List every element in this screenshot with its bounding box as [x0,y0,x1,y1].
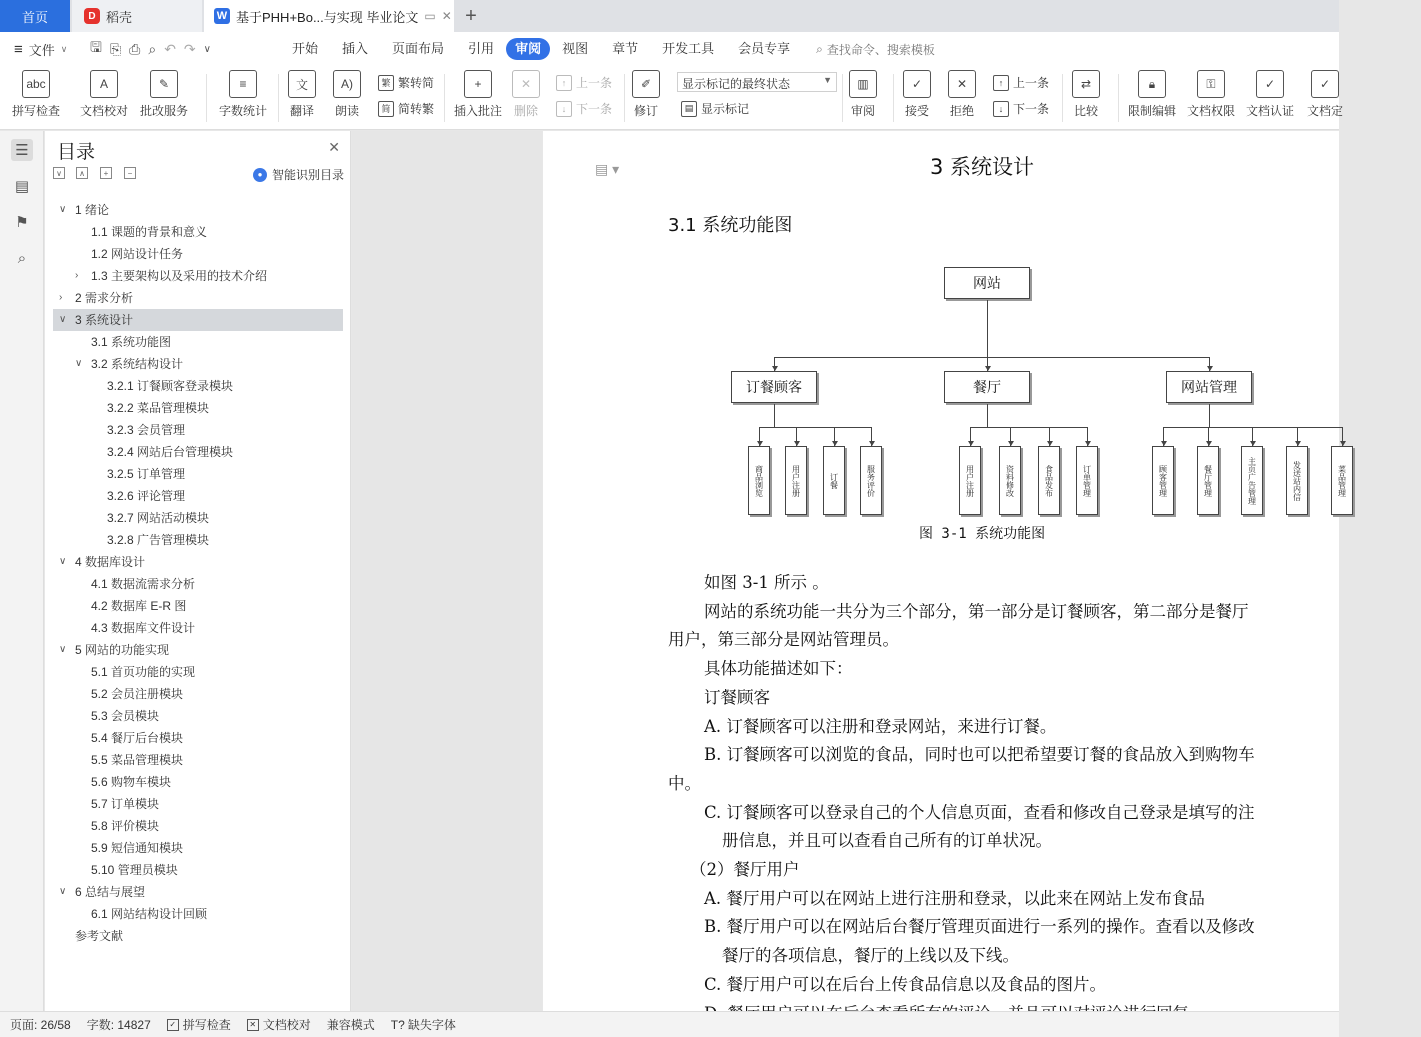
menu-page-layout[interactable]: 页面布局 [392,41,445,56]
ribbon-divider [1118,74,1119,122]
accept-icon: ✓ [903,70,931,98]
command-search[interactable] [816,41,935,58]
connector-line [774,357,1209,358]
toc-panel [45,131,351,1011]
next-change-label: 下一条 [1013,102,1050,116]
page-indicator[interactable]: 页面: 26/58 [10,1018,71,1032]
toc-item[interactable] [53,903,343,925]
read-aloud-label: 朗读 [334,104,359,118]
toc-item[interactable] [53,815,343,837]
toc-item-label: 5.3 会员模块 [91,709,160,723]
wps-writer-icon: W [214,8,230,24]
translate-button[interactable] [288,70,316,119]
diagram-leaf-node [860,446,882,515]
batch-service-label: 批改服务 [140,104,189,118]
chevron-down-icon[interactable]: ∨ [75,358,83,369]
chevron-down-icon[interactable]: ∨ [59,556,67,567]
toc-item[interactable] [53,243,343,265]
bookmark-icon[interactable]: ⚑ [15,214,29,231]
compare-label: 比较 [1073,104,1098,118]
toc-item[interactable] [53,617,343,639]
word-count-button[interactable] [219,70,267,119]
checkbox-icon: ✓ [167,1019,179,1031]
font-warning-icon: T? [390,1017,405,1032]
save-icon[interactable]: 🖫 [90,39,102,55]
toc-item-label: 5.8 评价模块 [91,819,160,833]
status-spell-check[interactable] [167,1016,231,1033]
new-tab-button[interactable]: + [465,4,477,27]
chevron-down-icon[interactable]: ∨ [59,314,67,325]
diagram-leaf-label: 商品浏览 [754,464,764,497]
doc-certify-label: 文档认证 [1246,104,1295,118]
diagram-leaf-label: 餐厅管理 [1203,464,1213,497]
toc-item-label: 6 总结与展望 [75,885,146,899]
prev-comment-icon: ↑ [556,75,572,91]
insert-comment-label: 插入批注 [454,104,503,118]
certify-icon: ✓ [1256,70,1284,98]
toc-item[interactable] [53,925,343,947]
accept-label: 接受 [904,104,929,118]
insert-comment-button[interactable] [454,70,502,119]
tab-daoke-label: 稻壳 [106,9,133,25]
document-page[interactable] [543,131,1347,1011]
menu-chapter[interactable]: 章节 [612,41,639,56]
doc-proof-button[interactable] [80,70,128,119]
search-icon[interactable]: ⌕ [17,249,27,267]
toc-item[interactable] [53,881,343,903]
restrict-edit-button[interactable] [1128,70,1176,119]
read-aloud-button[interactable] [333,70,361,119]
chevron-down-icon: ▼ [823,75,832,85]
diagram-leaf-label: 菜品管理 [1337,464,1347,497]
chevron-down-icon[interactable]: ∨ [59,644,67,655]
menu-review[interactable]: 审阅 [506,38,550,60]
proof-icon: ✕ [247,1019,259,1031]
toc-item-label: 4.1 数据流需求分析 [91,577,196,591]
tab-daoke[interactable] [72,0,202,32]
trad-to-simp-icon: 繁 [378,75,394,91]
compat-mode[interactable]: 兼容模式 [326,1018,375,1032]
toc-item-label: 1 绪论 [75,203,110,217]
menu-insert[interactable]: 插入 [342,41,369,56]
missing-font[interactable] [391,1016,456,1033]
toc-item-label: 5.1 首页功能的实现 [91,665,196,679]
remove-heading-icon[interactable]: − [124,167,136,179]
toc-item-label: 5.10 管理员模块 [91,863,178,877]
toc-item-label: 4 数据库设计 [75,555,146,569]
next-comment-label: 下一条 [576,102,613,116]
doc-permission-button[interactable] [1187,70,1235,119]
spell-check-button[interactable] [12,70,60,119]
toc-item-label: 6.1 网站结构设计回顾 [91,907,208,921]
show-markup-icon: ▤ [681,101,697,117]
diagram-leaf-label: 订单管理 [1082,464,1092,497]
track-changes-button[interactable] [632,70,660,119]
hamburger-icon: ≡ [14,40,23,58]
review-pane-label: 审阅 [850,104,875,118]
toc-item[interactable] [53,397,343,419]
toc-item-label: 1.2 网站设计任务 [91,247,184,261]
ribbon-divider [624,74,625,122]
next-comment-button[interactable] [556,100,612,117]
chevron-down-icon[interactable]: ∨ [59,886,67,897]
diagram-leaf-node [959,446,981,515]
diagram-leaf-node [1038,446,1060,515]
undo-icon[interactable]: ↶ [164,40,176,57]
menu-developer[interactable]: 开发工具 [662,41,715,56]
toc-item[interactable] [53,595,343,617]
next-comment-icon: ↓ [556,101,572,117]
diagram-leaf-label: 主页广告管理 [1247,456,1257,505]
toc-item-label: 3.2.8 广告管理模块 [107,533,210,547]
toc-item[interactable] [53,375,343,397]
print-icon[interactable]: ⎙ [129,40,141,57]
doc-finalize-button[interactable] [1307,70,1343,119]
reject-button[interactable] [948,70,976,119]
translate-label: 翻译 [289,104,314,118]
diagram-leaf-label: 顾客管理 [1158,464,1168,497]
close-icon[interactable]: ✕ [328,139,340,155]
paragraph: 用户，第三部分是网站管理员。 [668,630,899,650]
smart-toc-button[interactable] [253,166,344,183]
toc-item[interactable] [53,837,343,859]
simp-to-trad-button[interactable] [378,100,434,117]
toc-item[interactable] [53,221,343,243]
diagram-leaf-label: 订餐 [829,472,839,489]
simp-to-trad-icon: 简 [378,101,394,117]
customize-icon[interactable]: ∨ [203,43,211,55]
diagram-leaf-label: 用户注册 [965,464,975,497]
next-change-icon: ↓ [993,101,1009,117]
toc-item-label: 4.3 数据库文件设计 [91,621,196,635]
toc-item[interactable] [53,793,343,815]
diagram-leaf-node [823,446,845,515]
doc-proof-icon: A [90,70,118,98]
page-gutter [352,131,542,1011]
toc-item-label: 3.2.5 订单管理 [107,467,186,481]
figure-caption: 图 3-1 系统功能图 [919,526,1046,542]
toc-item[interactable] [53,419,343,441]
menu-member[interactable]: 会员专享 [738,41,791,56]
tab-bar [0,0,1339,32]
daoke-logo-icon: D [84,8,100,24]
chapter-title: 3 系统设计 [929,155,1035,179]
toc-title: 目录 [57,142,96,163]
connector-line [970,427,1088,428]
prev-comment-label: 上一条 [576,76,613,90]
markup-state-value: 显示标记的最终状态 [682,77,791,91]
translate-icon: 文 [288,70,316,98]
diagram-leaf-node [999,446,1021,515]
diagram-leaf-label: 食品发布 [1044,464,1054,497]
show-markup-button[interactable] [681,100,749,117]
finalize-icon: ✓ [1311,70,1339,98]
spell-check-label: 拼写检查 [12,104,61,118]
toc-item[interactable] [53,309,343,331]
toc-item[interactable] [53,705,343,727]
doc-permission-label: 文档权限 [1187,104,1236,118]
word-count-icon: ≡ [229,70,257,98]
ai-icon: ● [253,168,267,182]
status-spell-label: 拼写检查 [182,1018,231,1032]
nav-rail [0,131,44,1011]
paragraph: 网站的系统功能一共分为三个部分，第一部分是订餐顾客，第二部分是餐厅 [704,601,1249,621]
toc-item-label: 4.2 数据库 E-R 图 [91,599,187,613]
next-change-button[interactable] [993,100,1049,117]
read-aloud-icon: A) [333,70,361,98]
connector-line [1163,427,1343,428]
connector-line [1209,404,1210,427]
export-pdf-icon[interactable]: ⎘ [109,40,122,57]
toc-item-label: 3.2.6 评论管理 [107,489,186,503]
spell-check-icon: abc [22,70,50,98]
tab-home[interactable] [0,0,70,32]
expand-all-icon[interactable]: ∨ [53,167,65,179]
toc-item-label: 5.7 订单模块 [91,797,160,811]
menu-view[interactable]: 视图 [562,41,589,56]
permission-icon: ⚿ [1197,70,1225,98]
tab-document[interactable] [204,0,454,32]
restrict-edit-label: 限制编辑 [1128,104,1177,118]
accept-button[interactable] [903,70,931,119]
toc-item-label: 3.2 系统结构设计 [91,357,184,371]
toc-item-label: 3.2.7 网站活动模块 [107,511,210,525]
paragraph: 册信息，并且可以查看自己所有的订单状况。 [722,831,1052,851]
command-search-label: 查找命令、搜索模板 [826,42,935,57]
delete-comment-label: 删除 [513,104,538,118]
ribbon-divider [444,74,445,122]
diagram-leaf-node [748,446,770,515]
review-pane-icon: ▥ [849,70,877,98]
diagram-leaf-node [1152,446,1174,515]
toc-item-label: 3.2.1 订餐顾客登录模块 [107,379,234,393]
connector-line [759,427,872,428]
toc-item[interactable] [53,639,343,661]
connector-line [987,404,988,427]
lock-icon: 🔒︎ [1138,70,1166,98]
diagram-group-node: 网站管理 [1166,371,1252,403]
diagram-leaf-label: 服务评价 [866,464,876,497]
toc-list [53,199,343,947]
toc-panel-icon[interactable]: ☰ [11,139,33,161]
trad-to-simp-button[interactable] [378,74,434,91]
word-count-indicator[interactable]: 字数: 14827 [86,1018,151,1032]
diagram-leaf-node [1076,446,1098,515]
toc-item-label: 5.2 会员注册模块 [91,687,184,701]
doc-proof-label: 文档校对 [80,104,129,118]
prev-change-label: 上一条 [1013,76,1050,90]
batch-service-button[interactable] [140,70,188,119]
review-pane-button[interactable] [849,70,877,119]
toc-item[interactable] [53,749,343,771]
reject-icon: ✕ [948,70,976,98]
status-proof-label: 文档校对 [262,1018,311,1032]
diagram-leaf-label: 用户注册 [791,464,801,497]
toc-item-label: 3.2.4 网站后台管理模块 [107,445,234,459]
track-changes-icon: ✐ [632,70,660,98]
review-ribbon [0,66,1344,130]
section-title: 3.1 系统功能图 [668,215,793,236]
menu-bar [0,32,1339,66]
toc-item-label: 3 系统设计 [75,313,134,327]
toc-item[interactable] [53,331,343,353]
diagram-leaf-node [1241,446,1263,515]
delete-comment-button[interactable] [512,70,540,119]
paragraph: 餐厅的各项信息，餐厅的上线以及下线。 [722,946,1019,966]
markup-state-select[interactable] [677,72,837,92]
diagram-leaf-node [1197,446,1219,515]
prev-change-button[interactable] [993,74,1049,91]
reject-label: 拒绝 [949,104,974,118]
connector-line [987,300,988,357]
toc-item[interactable] [53,551,343,573]
delete-comment-icon: ✕ [512,70,540,98]
ribbon-divider [893,74,894,122]
ribbon-divider [1062,74,1063,122]
toc-item[interactable] [53,573,343,595]
toc-item-label: 2 需求分析 [75,291,134,305]
toc-item[interactable] [53,661,343,683]
redo-icon[interactable]: ↷ [183,40,196,57]
simp-to-trad-label: 简转繁 [398,102,435,116]
diagram-leaf-node [1286,446,1308,515]
toc-item-label: 1.1 课题的背景和意义 [91,225,208,239]
compare-icon: ⇄ [1072,70,1100,98]
smart-toc-label: 智能识别目录 [271,168,344,182]
diagram-group-node: 订餐顾客 [731,371,817,403]
toc-item[interactable] [53,353,343,375]
paragraph: 具体功能描述如下： [704,659,853,679]
diagram-root-node: 网站 [944,267,1030,299]
compare-button[interactable] [1072,70,1100,119]
ribbon-divider [842,74,843,122]
paragraph: A. 餐厅用户可以在网站上进行注册和登录，以此来在网站上发布食品 [704,888,1205,908]
connector-line [774,404,775,427]
prev-change-icon: ↑ [993,75,1009,91]
status-bar [0,1011,1339,1037]
track-changes-label: 修订 [633,104,658,118]
tab-restore-icon[interactable]: ▭ [424,9,436,23]
toc-item[interactable] [53,485,343,507]
toc-item[interactable] [53,529,343,551]
paragraph: B. 订餐顾客可以浏览的食品，同时也可以把希望要订餐的食品放入到购物车 [704,745,1255,765]
toc-item[interactable] [53,441,343,463]
toc-item[interactable] [53,199,343,221]
toc-item[interactable] [53,683,343,705]
doc-certify-button[interactable] [1246,70,1294,119]
chevron-right-icon[interactable]: › [75,270,79,281]
diagram-leaf-label: 发送站内信 [1292,460,1302,501]
toc-item[interactable] [53,265,343,287]
paragraph: C. 餐厅用户可以在后台上传食品信息以及食品的图片。 [704,974,1107,994]
chevron-right-icon[interactable]: › [59,292,63,303]
paragraph: 中。 [668,773,701,793]
toc-item-label: 5.5 菜品管理模块 [91,753,184,767]
ribbon-divider [278,74,279,122]
toc-item-label: 5.6 购物车模块 [91,775,172,789]
toc-item-label: 3.2.3 会员管理 [107,423,186,437]
trad-to-simp-label: 繁转简 [398,76,435,90]
paragraph: （2）餐厅用户 [690,860,800,879]
page-options-icon[interactable]: ▤ ▾ [595,161,620,177]
diagram-leaf-node [785,446,807,515]
search-icon: ⌕ [816,41,823,56]
word-count-label: 字数统计 [219,104,268,118]
toc-item-label: 1.3 主要架构以及采用的技术介绍 [91,269,268,283]
paragraph: 如图 3-1 所示 。 [704,573,829,592]
ribbon-divider [206,74,207,122]
file-menu-label: 文件 [28,42,55,58]
diagram-group-node: 餐厅 [944,371,1030,403]
tab-home-label: 首页 [21,9,48,25]
doc-finalize-label: 文档定 [1307,104,1344,118]
collapse-all-icon[interactable]: ∧ [76,167,88,179]
paragraph: 订餐顾客 [704,687,770,707]
menu-reference[interactable]: 引用 [468,41,495,56]
batch-service-icon: ✎ [150,70,178,98]
diagram-leaf-label: 资料修改 [1005,464,1015,497]
file-menu[interactable] [0,40,86,59]
print-preview-icon[interactable]: ⌕ [148,40,157,57]
show-markup-label: 显示标记 [701,102,750,116]
paragraph: C. 订餐顾客可以登录自己的个人信息页面，查看和修改自己登录是填写的注 [704,802,1255,822]
toc-item-label: 5.4 餐厅后台模块 [91,731,184,745]
toc-item-label: 参考文献 [75,929,124,943]
toc-item[interactable] [53,771,343,793]
toc-item[interactable] [53,507,343,529]
paragraph: B. 餐厅用户可以在网站后台餐厅管理页面进行一系列的操作。查看以及修改 [704,917,1255,937]
toc-item-label: 3.2.2 菜品管理模块 [107,401,210,415]
menu-start[interactable]: 开始 [292,41,319,56]
status-doc-proof[interactable] [247,1016,311,1033]
paragraph: A. 订餐顾客可以注册和登录网站，来进行订餐。 [704,716,1057,736]
insert-comment-icon: + [464,70,492,98]
toc-item[interactable] [53,463,343,485]
chapter-nav-icon[interactable]: ▤ [14,178,30,195]
missing-font-label: 缺失字体 [407,1018,456,1032]
quick-access-toolbar [90,37,280,61]
chevron-down-icon[interactable]: ∨ [59,204,67,215]
diagram-leaf-node [1331,446,1353,515]
prev-comment-button[interactable] [556,74,612,91]
chevron-down-icon: ∨ [60,43,68,54]
toc-item[interactable] [53,287,343,309]
add-heading-icon[interactable]: + [100,167,112,179]
tab-close-icon[interactable]: ✕ [441,9,452,23]
toc-item-label: 5.9 短信通知模块 [91,841,184,855]
function-diagram [693,257,1347,547]
toc-item-label: 3.1 系统功能图 [91,335,172,349]
toc-item[interactable] [53,859,343,881]
tab-document-label: 基于PHH+Bo...与实现 毕业论文 [236,9,419,25]
toc-item-label: 5 网站的功能实现 [75,643,170,657]
toc-item[interactable] [53,727,343,749]
